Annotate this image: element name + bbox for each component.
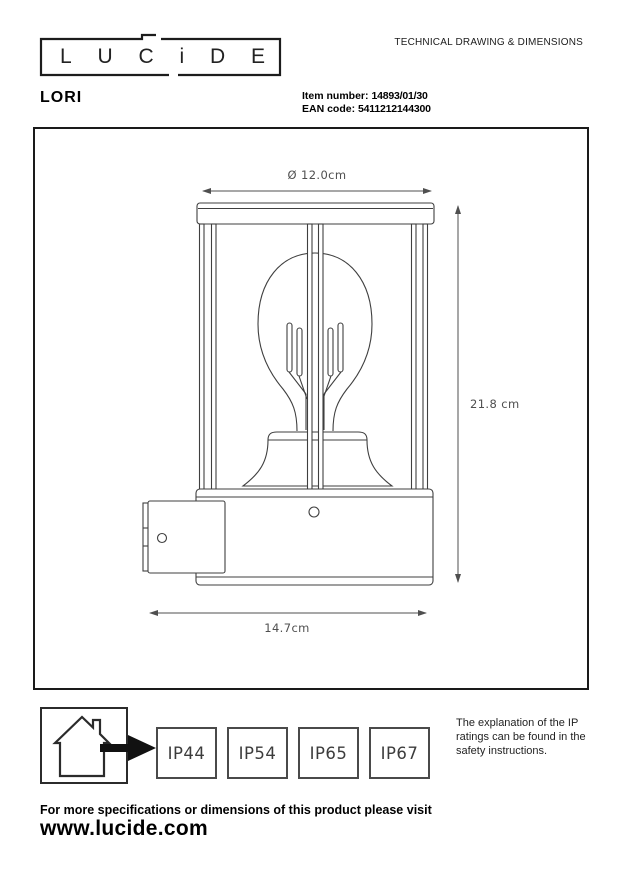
website-link[interactable]: www.lucide.com	[40, 817, 208, 840]
ip-note: The explanation of the IP ratings can be found in the safety instructions.	[456, 717, 586, 758]
item-info-block	[302, 90, 431, 116]
ip65-label: IP65	[309, 743, 348, 763]
dim-width-label: Ø 12.0cm	[287, 168, 347, 182]
lamp-top-cap	[197, 203, 434, 224]
ip-rating-box-ip67	[369, 727, 430, 779]
footer-info-text: For more specifications or dimensions of this product please visit	[40, 803, 432, 817]
ean-value: 5411212144300	[358, 103, 431, 115]
logo-border	[41, 35, 280, 75]
base-screw-hole	[309, 507, 319, 517]
ip-rating-box-ip65	[298, 727, 359, 779]
product-name: LORI	[40, 89, 83, 106]
ean-label: EAN code:	[302, 103, 356, 115]
ip54-label: IP54	[238, 743, 277, 763]
lamp-outline	[143, 203, 434, 585]
dim-height-label: 21.8 cm	[470, 397, 520, 411]
item-number-row	[302, 90, 431, 103]
logo-letters: LUCiDE	[60, 45, 265, 68]
bulb-glass	[258, 253, 372, 431]
page-title: TECHNICAL DRAWING & DIMENSIONS	[394, 37, 583, 48]
item-number-value: 14893/01/30	[371, 90, 428, 102]
item-number-label: Item number:	[302, 90, 369, 102]
dim-depth-label: 14.7cm	[264, 621, 310, 635]
ip-rating-box-ip44	[156, 727, 217, 779]
ip-rating-box-ip54	[227, 727, 288, 779]
ean-row	[302, 103, 431, 116]
ip67-label: IP67	[380, 743, 419, 763]
wall-mount-box	[143, 501, 225, 573]
lucide-logo	[38, 32, 284, 78]
ip44-label: IP44	[167, 743, 206, 763]
lamp-base	[196, 489, 433, 585]
mount-screw-hole	[158, 534, 167, 543]
arrow-right-icon	[100, 735, 158, 761]
